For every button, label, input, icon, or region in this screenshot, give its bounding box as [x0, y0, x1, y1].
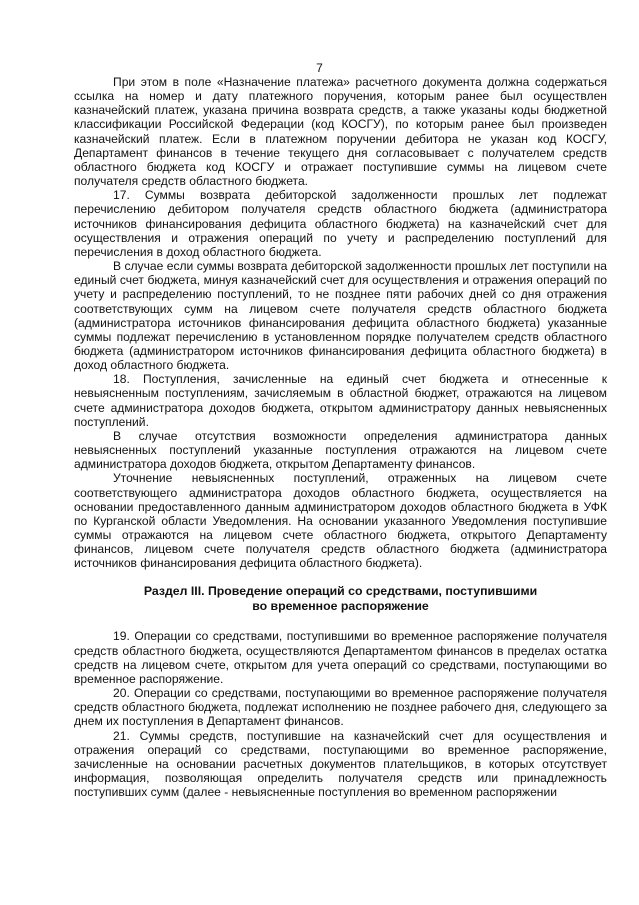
paragraph-19: 19. Операции со средствами, поступившими во временное распоряжение получателя средств областного бюджета, осуществляются Департаментом финансов в пределах остатка средств на лицевом счете, открытом для учета операций со средствами, поступающими во временное распоряжение. [74, 629, 607, 686]
paragraph-payment-purpose: При этом в поле «Назначение платежа» расчетного документа должна содержаться ссылка на номер и дату платежного поручения, которым ранее был осуществлен казначейский платеж, указана причина возврата средств, а также указаны коды бюджетной классификации Российской Федерации (код КОСГУ), по которым ранее был произведен казначейский платеж. Если в платежном поручении дебитора не указан код КОСГУ, Департамент финансов в течение текущего дня согласовывает с получателем средств областного бюджета код КОСГУ и отражает поступившие суммы на лицевом счете получателя средств областного бюджета. [74, 75, 607, 189]
paragraph-18-case: В случае отсутствия возможности определения администратора данных невыясненных поступлений указанные поступления отражаются на лицевом счете администратора доходов бюджета, открытом Департаменту финансов. [74, 428, 607, 472]
paragraph-18: 18. Поступления, зачисленные на единый счет бюджета и отнесенные к невыясненным поступлениям, зачисляемым в областной бюджет, отражаются на лицевом счете администратора доходов бюджета, открытом администратору данных невыясненных поступлений. [74, 372, 607, 429]
paragraph-21: 21. Суммы средств, поступившие на казначейский счет для осуществления и отражения операций со средствами, поступающими во временное распоряжение, зачисленные на основании расчетных документов плательщиков, в которых отсутствует информация, позволяющая определить получателя средств или принадлежность поступивших сумм (далее - невыясненные поступления во временном распоряжении [74, 728, 607, 800]
document-body [74, 75, 607, 799]
section-heading-line-2: во временное распоряжение [252, 599, 429, 614]
paragraph-18-clarification: Уточнение невыясненных поступлений, отраженных на лицевом счете соответствующего администратора доходов областного бюджета, осуществляется на основании предоставленного данным администратором доходов областного бюджета в УФК по Курганской области Уведомления. На основании указанного Уведомления поступившие суммы отражаются на лицевом счете областного бюджета, открытого Департаменту финансов, лицевом счете получателя средств областного бюджета (администратора источников финансирования дефицита областного бюджета). [74, 471, 607, 571]
paragraph-17: 17. Суммы возврата дебиторской задолженности прошлых лет подлежат перечислению дебитором получателя средств областного бюджета (администратора источников финансирования дефицита областного бюджета) на казначейский счет для осуществления и отражения операций по учету и распределению поступлений для перечисления в доход областного бюджета. [74, 188, 607, 259]
section-heading-line-1: Раздел III. Проведение операций со средствами, поступившими [143, 584, 538, 599]
section-heading [74, 584, 607, 614]
page-number: 7 [316, 61, 323, 75]
paragraph-17-case: В случае если суммы возврата дебиторской задолженности прошлых лет поступили на единый счет бюджета, минуя казначейский счет для осуществления и отражения операций по учету и распределению поступлений, то не позднее пяти рабочих дней со дня отражения соответствующих сумм на лицевом счете получателя средств областного бюджета (администратора источников финансирования дефицита областного бюджета) указанные суммы подлежат перечислению в установленном порядке получателем средств областного бюджета (администратором источников финансирования дефицита областного бюджета) в доход областного бюджета. [74, 259, 607, 373]
paragraph-20: 20. Операции со средствами, поступающими во временное распоряжение получателя средств областного бюджета, подлежат исполнению не позднее рабочего дня, следующего за днем их поступления в Департамент финансов. [74, 686, 607, 729]
